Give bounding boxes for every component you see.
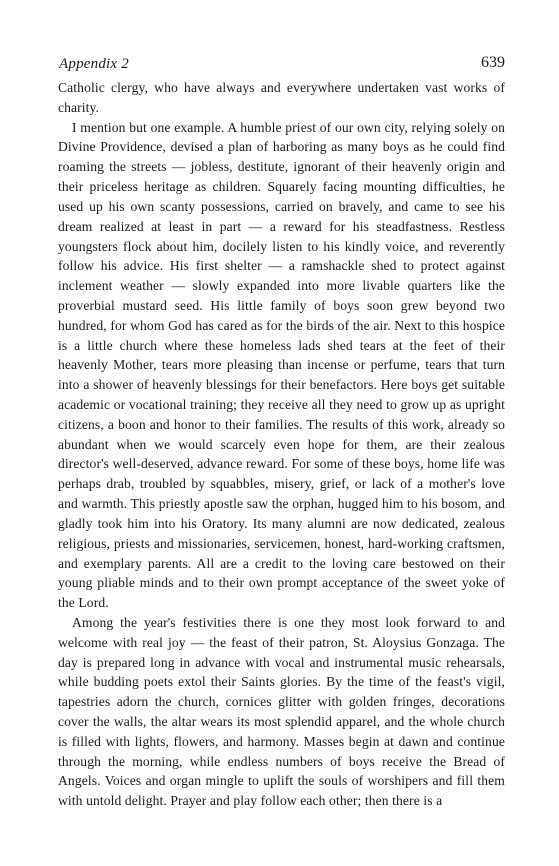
body-text [58, 78, 505, 811]
paragraph-continuation: Catholic clergy, who have always and everywhere undertaken vast works of charity. [58, 80, 505, 115]
page-number: 639 [481, 54, 505, 71]
running-head: Appendix 2 [59, 56, 129, 72]
book-page [58, 52, 505, 811]
paragraph-feast-of-st-aloysius: Among the year's festivities there is one they most look forward to and welcome with real joy — the feast of their patron, St. Aloysius Gonzaga. The day is prepared long in advance with vocal and instrumental music rehearsals, while budding poets extol their Saints glories. By the time of the feast's vigil, tapestries adorn the church, cornices glitter with golden fringes, decorations cover the walls, the altar wears its most splendid apparel, and the whole church is filled with lights, flowers, and harmony. Masses begin at dawn and continue through the morning, while endless numbers of boys receive the Bread of Angels. Voices and organ mingle to uplift the souls of worshipers and fill them with untold delight. Prayer and play follow each other; then there is a [58, 614, 505, 809]
page-header [58, 52, 505, 78]
paragraph-oratory-example: I mention but one example. A humble priest of our own city, relying solely on Divine Providence, devised a plan of harboring as many boys as he could find roaming the streets — jobless, destitute, ignorant of their heavenly origin and their priceless heritage as children. Squarely facing mounting difficulties, he used up his own scanty possessions, carried on bravely, and came to see his dream realized at least in part — a reward for his steadfastness. Restless youngsters flock about him, docilely listen to his kindly voice, and reverently follow his advice. His first shelter — a ramshackle shed to protect against inclement weather — slowly expanded into more livable quarters like the proverbial mustard seed. His little family of boys soon grew beyond two hundred, for whom God has cared as for the birds of the air. Next to this hospice is a little church where these homeless lads shed tears at the feet of their heavenly Mother, tears more pleasing than incense or perfume, tears that turn into a shower of heavenly blessings for their benefactors. Here boys get suitable academic or vocational training; they receive all they need to grow up as upright citizens, a boon and honor to their families. The results of this work, already so abundant when we would scarcely even hope for them, are their zealous director's well-deserved, advance reward. For some of these boys, home life was perhaps drab, troubled by squabbles, misery, grief, or lack of a mother's love and warmth. This priestly apostle saw the orphan, hugged him to his bosom, and gladly took him into his Oratory. Its many alumni are now dedicated, zealous religious, priests and missionaries, servicemen, honest, hard-working craftsmen, and exemplary parents. All are a credit to the loving care bestowed on their young pliable minds and to their own prompt acceptance of the sweet yoke of the Lord. [58, 119, 505, 611]
